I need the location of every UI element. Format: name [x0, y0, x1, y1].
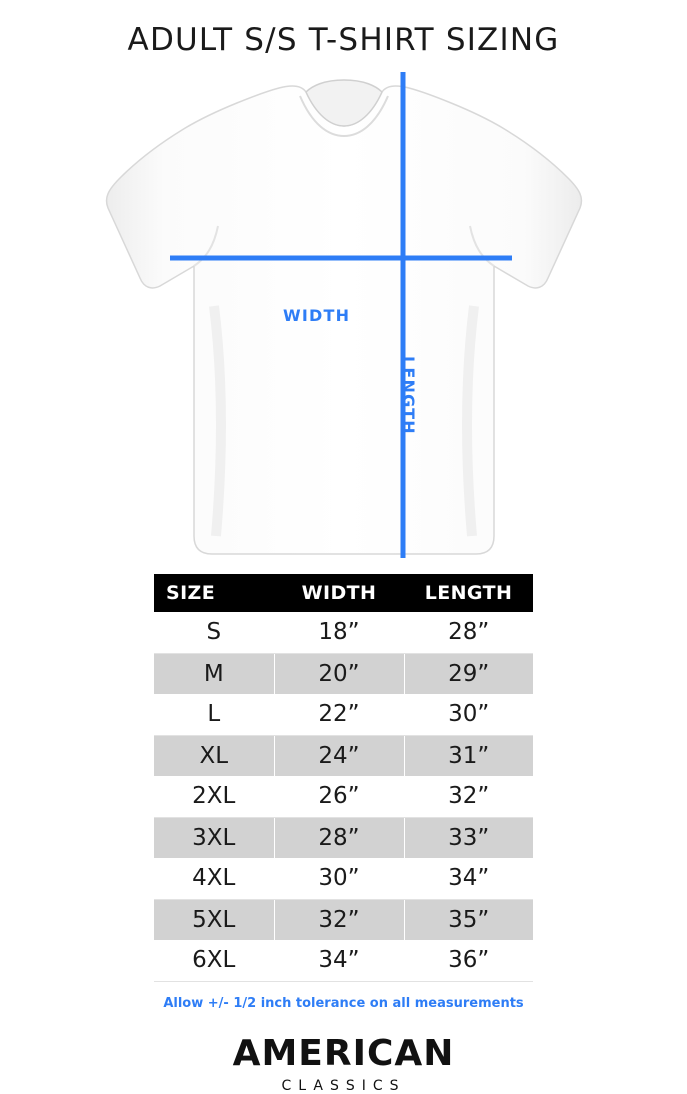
cell-length: 28” — [404, 612, 533, 653]
cell-length: 36” — [404, 940, 533, 981]
brand-tagline: CLASSICS — [281, 1077, 406, 1094]
cell-size: XL — [154, 735, 274, 776]
cell-width: 20” — [274, 653, 404, 694]
cell-size: 4XL — [154, 858, 274, 899]
cell-width: 22” — [274, 694, 404, 735]
cell-width: 32” — [274, 899, 404, 940]
cell-size: 5XL — [154, 899, 274, 940]
header-length: LENGTH — [404, 574, 533, 612]
cell-size: 2XL — [154, 776, 274, 817]
cell-size: M — [154, 653, 274, 694]
header-size: SIZE — [154, 574, 274, 612]
tolerance-note: Allow +/- 1/2 inch tolerance on all measurements — [163, 995, 524, 1011]
cell-width: 26” — [274, 776, 404, 817]
table-row — [154, 735, 533, 776]
cell-length: 31” — [404, 735, 533, 776]
cell-length: 30” — [404, 694, 533, 735]
cell-width: 18” — [274, 612, 404, 653]
table-header-row — [154, 574, 533, 612]
cell-length: 34” — [404, 858, 533, 899]
table-row — [154, 899, 533, 940]
cell-width: 24” — [274, 735, 404, 776]
cell-width: 28” — [274, 817, 404, 858]
brand-name: AMERICAN — [232, 1032, 455, 1074]
table-row — [154, 653, 533, 694]
header-width: WIDTH — [274, 574, 404, 612]
cell-length: 29” — [404, 653, 533, 694]
table-row — [154, 940, 533, 981]
table-row — [154, 858, 533, 899]
cell-size: S — [154, 612, 274, 653]
length-label: LENGTH — [399, 356, 418, 435]
cell-length: 32” — [404, 776, 533, 817]
size-table — [154, 574, 533, 982]
brand-logo — [0, 1033, 687, 1094]
size-table-wrap — [154, 574, 533, 982]
cell-size: L — [154, 694, 274, 735]
table-row — [154, 694, 533, 735]
cell-length: 35” — [404, 899, 533, 940]
cell-length: 33” — [404, 817, 533, 858]
table-row — [154, 612, 533, 653]
shirt-diagram — [0, 66, 687, 566]
table-row — [154, 776, 533, 817]
table-row — [154, 817, 533, 858]
cell-width: 34” — [274, 940, 404, 981]
width-label: WIDTH — [283, 306, 351, 325]
cell-size: 3XL — [154, 817, 274, 858]
page-title: ADULT S/S T-SHIRT SIZING — [127, 22, 560, 58]
cell-size: 6XL — [154, 940, 274, 981]
cell-width: 30” — [274, 858, 404, 899]
